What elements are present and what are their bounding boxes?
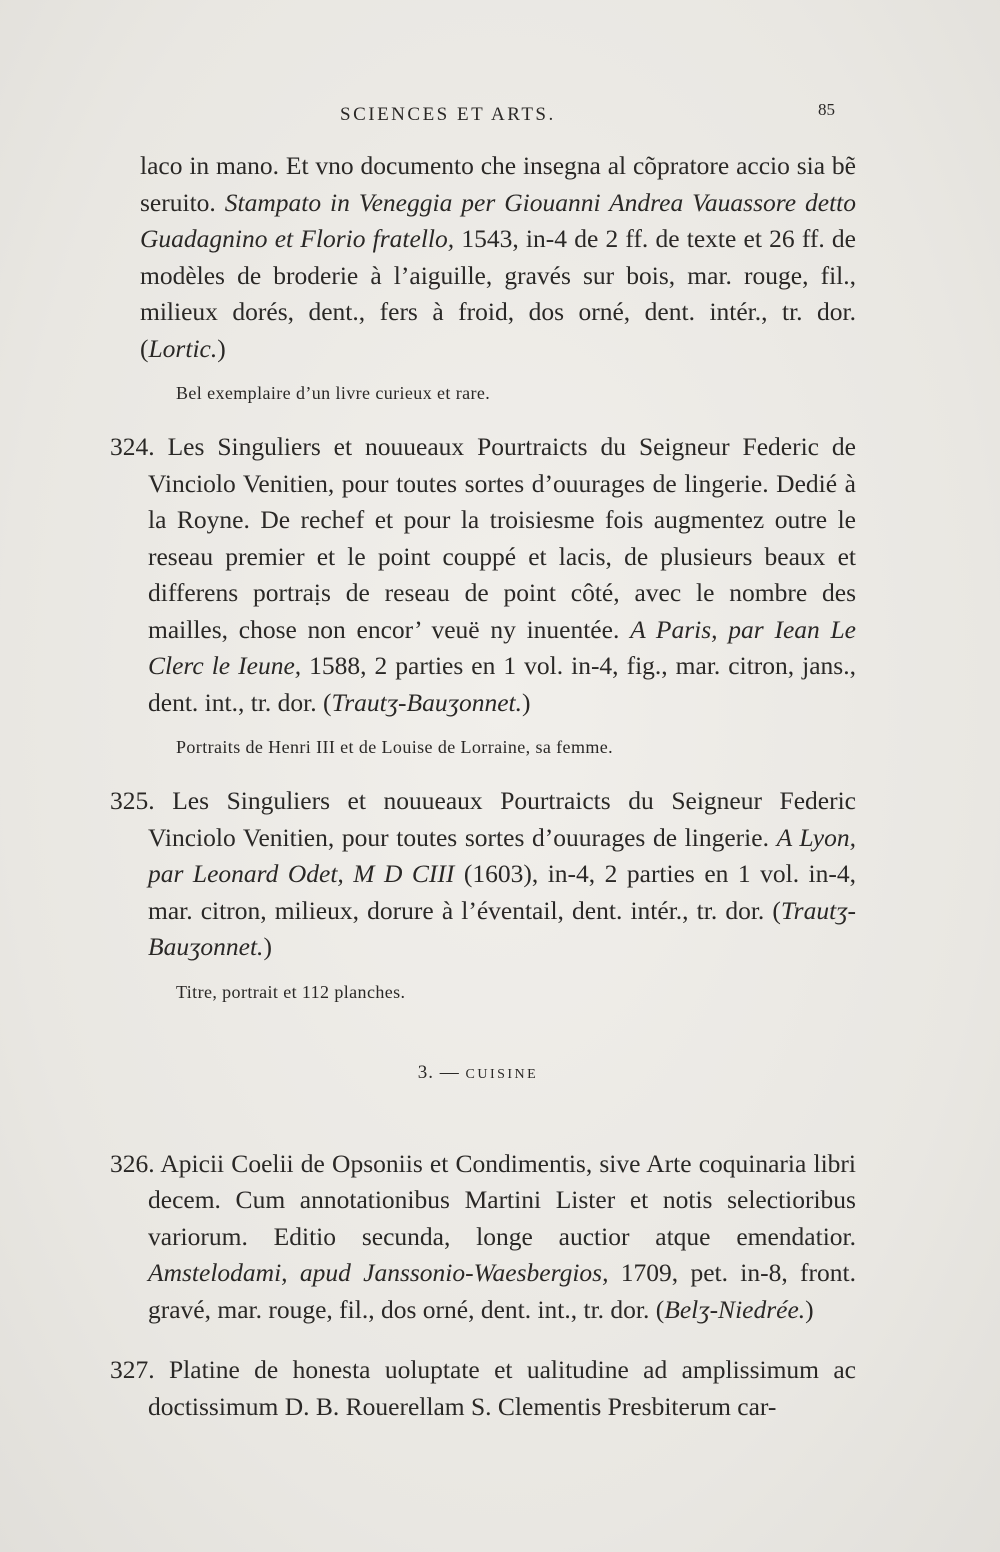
entry-note: Bel exemplaire d’un livre curieux et rare. [176, 383, 491, 403]
running-head: SCIENCES ET ARTS. [340, 104, 556, 125]
page-body [110, 148, 856, 1425]
entry-number: 327. [110, 1355, 155, 1384]
catalog-entry-325: 325. Les Singuliers et nouueaux Pourtraicts du Seigneur Federic Vinciolo Venitien, pour toutes sortes d’ouurages de lingerie. A Lyon, par Leonard Odet, M D CIII (1603), in-4, 2 parties en 1 vol. in-4, mar. citron, milieux, dorure à l’éventail, dent. intér., tr. dor. (Trautʒ-Bauʒonnet.) Titre, portrait et 112 planches. [110, 786, 856, 1002]
catalog-entry-327: 327. Platine de honesta uoluptate et ualitudine ad amplissimum ac doctissimum D. B. Rouerellam S. Clementis Presbiterum car- [110, 1355, 856, 1421]
entry-number: 324. [110, 432, 155, 461]
entry-number: 325. [110, 786, 155, 815]
entry-note: Titre, portrait et 112 planches. [176, 981, 406, 1002]
continuation-paragraph: laco in mano. Et vno documento che insegna al cõpratore accio sia bẽ seruito. Stampato in Veneggia per Giouanni Andrea Vauassore detto Guadagnino et Florio fratello, 1543, in-4 de 2 ff. de texte et 26 ff. de modèles de broderie à l’aiguille, gravés sur bois, mar. rouge, fil., milieux dorés, dent., fers à froid, dos orné, dent. intér., tr. dor. (Lortic.) [140, 151, 856, 363]
catalog-entry-326: 326. Apicii Coelii de Opsoniis et Condimentis, sive Arte coquinaria libri decem. Cum annotationibus Martini Lister et notis selectioribus variorum. Editio secunda, longe auctior atque emendatior. Amstelodami, apud Janssonio-Waesbergios, 1709, pet. in-8, front. gravé, mar. rouge, fil., dos orné, dent. int., tr. dor. (Belʒ-Niedrée.) [110, 1148, 856, 1324]
catalog-entry-324: 324. Les Singuliers et nouueaux Pourtraicts du Seigneur Federic de Vinciolo Venitien, pour toutes sortes d’ouurages de lingerie. Dedié à la Royne. De rechef et pour la troisiesme fois augmentez outre le reseau premier et le point couppé et lacis, de plusieurs beaux et differens portraịs de reseau de point côté, avec le nombre des mailles, chose non encor’ veuë ny inuentée. A Paris, par Iean Le Clerc le Ieune, 1588, 2 parties en 1 vol. in-4, fig., mar. citron, jans., dent. int., tr. dor. (Trautʒ-Bauʒonnet.) Portraits de Henri III et de Louise de Lorraine, sa femme. [110, 432, 856, 757]
entry-number: 326. [110, 1148, 155, 1178]
page-number: 85 [818, 100, 835, 119]
entry-note: Portraits de Henri III et de Louise de Lorraine, sa femme. [176, 737, 614, 757]
section-heading: 3. — CUISINE [417, 1061, 539, 1083]
